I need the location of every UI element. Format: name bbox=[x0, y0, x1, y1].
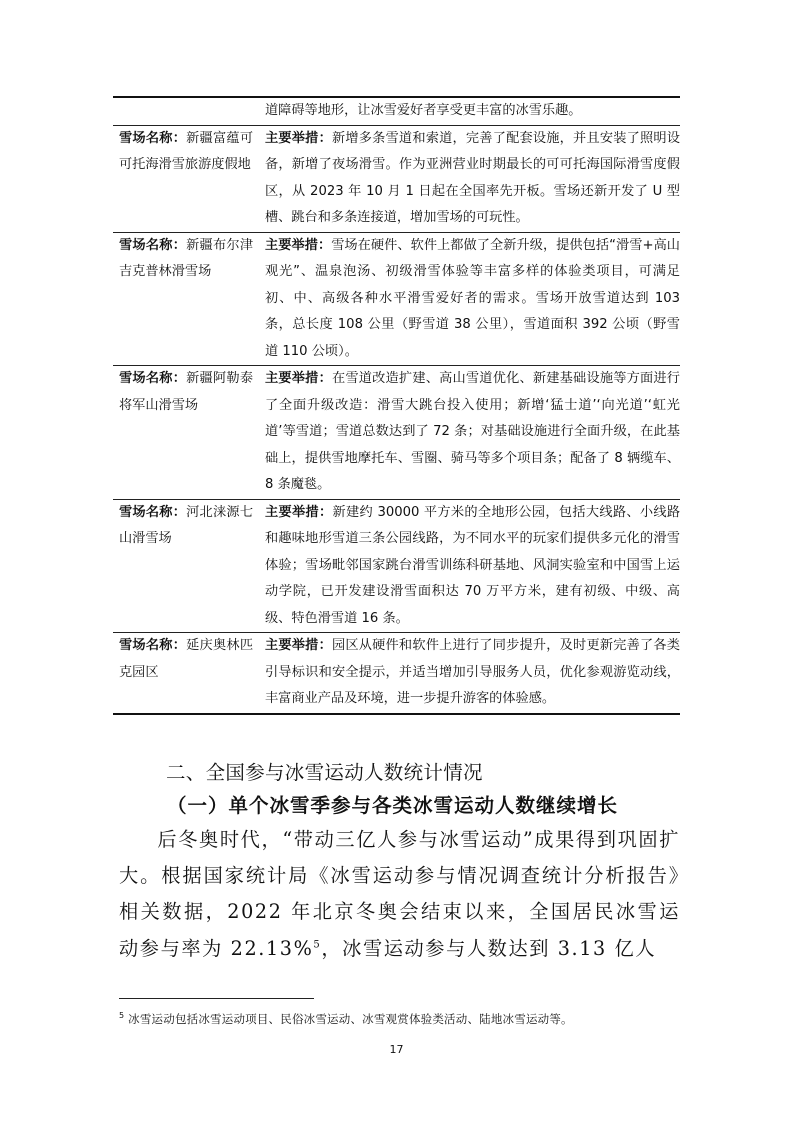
measures-label: 主要举措： bbox=[265, 130, 332, 146]
footnote-marker: 5 bbox=[119, 1011, 125, 1020]
measures-text: 新增多条雪道和索道，完善了配套设施，并且安装了照明设备，新增了夜场滑雪。作为亚洲营业时期最长的可可托海国际滑雪度假区，从 2023 年 10 月 1 日起在全国率先开板。雪场还新开发了 U 型槽、跳台和多条连接道，增加雪场的可玩性。 bbox=[265, 130, 680, 225]
measures-cell bbox=[257, 499, 680, 633]
paragraph-text-after: ，冰雪运动参与人数达到 3.13 亿人 bbox=[321, 936, 657, 960]
measures-text: 道障碍等地形，让冰雪爱好者享受更丰富的冰雪乐趣。 bbox=[265, 103, 582, 118]
resort-name-label: 雪场名称： bbox=[119, 504, 187, 520]
table-row bbox=[113, 366, 680, 500]
table-row bbox=[113, 232, 680, 366]
table-row bbox=[113, 499, 680, 633]
footnote bbox=[119, 1008, 573, 1027]
footnote-separator bbox=[119, 998, 314, 999]
resort-name: 新疆富蕴可可托海滑雪旅游度假地 bbox=[119, 130, 254, 172]
subsection-heading: （一）单个冰雪季参与各类冰雪运动人数继续增长 bbox=[167, 794, 619, 817]
measures-text: 雪场在硬件、软件上都做了全新升级，提供包括“滑雪+高山观光”、温泉泡汤、初级滑雪体验等丰富多样的体验类项目，可满足初、中、高级各种水平滑雪爱好者的需求。雪场开放雪道达到 103 条，总长度 108 公里（野雪道 38 公里），雪道面积 392 公顷（野雪道 110 公顷）。 bbox=[265, 237, 680, 359]
resort-name: 河北涞源七山滑雪场 bbox=[119, 504, 254, 546]
footnote-text: 冰雪运动包括冰雪运动项目、民俗冰雪运动、冰雪观赏体验类活动、陆地冰雪运动等。 bbox=[124, 1011, 573, 1026]
measures-cell bbox=[257, 232, 680, 366]
resort-name: 新疆布尔津吉克普林滑雪场 bbox=[119, 237, 254, 279]
measures-cell bbox=[257, 633, 680, 714]
measures-label: 主要举措： bbox=[265, 237, 332, 253]
table-row bbox=[113, 97, 680, 125]
resort-name-cell bbox=[113, 97, 257, 125]
resort-name-label: 雪场名称： bbox=[119, 371, 187, 386]
measures-text: 新建约 30000 平方米的全地形公园，包括大线路、小线路和趣味地形雪道三条公园线路，为不同水平的玩家们提供多元化的滑雪体验；雪场毗邻国家跳台滑雪训练科研基地、风洞实验室和中国雪上运动学院，已开发建设滑雪面积达 70 万平方米，建有初级、中级、高级、特色滑雪道 16 条。 bbox=[265, 504, 681, 626]
footnote-reference[interactable]: 5 bbox=[313, 939, 322, 951]
resort-name-label: 雪场名称： bbox=[119, 130, 187, 146]
ski-resort-table bbox=[113, 96, 680, 715]
resort-name-cell bbox=[113, 232, 257, 366]
measures-cell bbox=[257, 366, 680, 500]
resort-name-cell bbox=[113, 125, 257, 232]
paragraph-text-before: 后冬奥时代，“带动三亿人参与冰雪运动”成果得到巩固扩大。根据国家统计局《冰雪运动参与情况调查统计分析报告》相关数据，2022 年北京冬奥会结束以来，全国居民冰雪运动参与率为 22.13% bbox=[119, 828, 680, 960]
resort-name: 新疆阿勒泰将军山滑雪场 bbox=[119, 371, 254, 413]
measures-text: 在雪道改造扩建、高山雪道优化、新建基础设施等方面进行了全面升级改造：滑雪大跳台投入使用；新增‘猛士道’‘向光道’‘虹光道’等雪道；雪道总数达到了 72 条；对基础设施进行全面升级，在此基础上，提供雪地摩托车、雪圈、骑马等多个项目条；配备了 8 辆缆车、8 条魔毯。 bbox=[265, 371, 680, 492]
measures-cell bbox=[257, 125, 680, 232]
resort-name-cell bbox=[113, 499, 257, 633]
page-number: 17 bbox=[389, 1043, 404, 1056]
resort-name-label: 雪场名称： bbox=[119, 638, 187, 653]
measures-label: 主要举措： bbox=[265, 371, 332, 386]
measures-label: 主要举措： bbox=[265, 504, 333, 520]
resort-name: 延庆奥林匹克园区 bbox=[119, 638, 254, 680]
resort-name-label: 雪场名称： bbox=[119, 237, 187, 253]
measures-label: 主要举措： bbox=[265, 638, 332, 653]
body-paragraph bbox=[119, 822, 680, 967]
measures-cell bbox=[257, 97, 680, 125]
resort-name-cell bbox=[113, 633, 257, 714]
section-heading: 二、全国参与冰雪运动人数统计情况 bbox=[166, 761, 483, 784]
resort-name-cell bbox=[113, 366, 257, 500]
measures-text: 园区从硬件和软件上进行了同步提升，及时更新完善了各类引导标识和安全提示，并适当增加引导服务人员，优化参观游览动线，丰富商业产品及环境，进一步提升游客的体验感。 bbox=[265, 638, 680, 706]
table-row bbox=[113, 633, 680, 714]
table-row bbox=[113, 125, 680, 232]
